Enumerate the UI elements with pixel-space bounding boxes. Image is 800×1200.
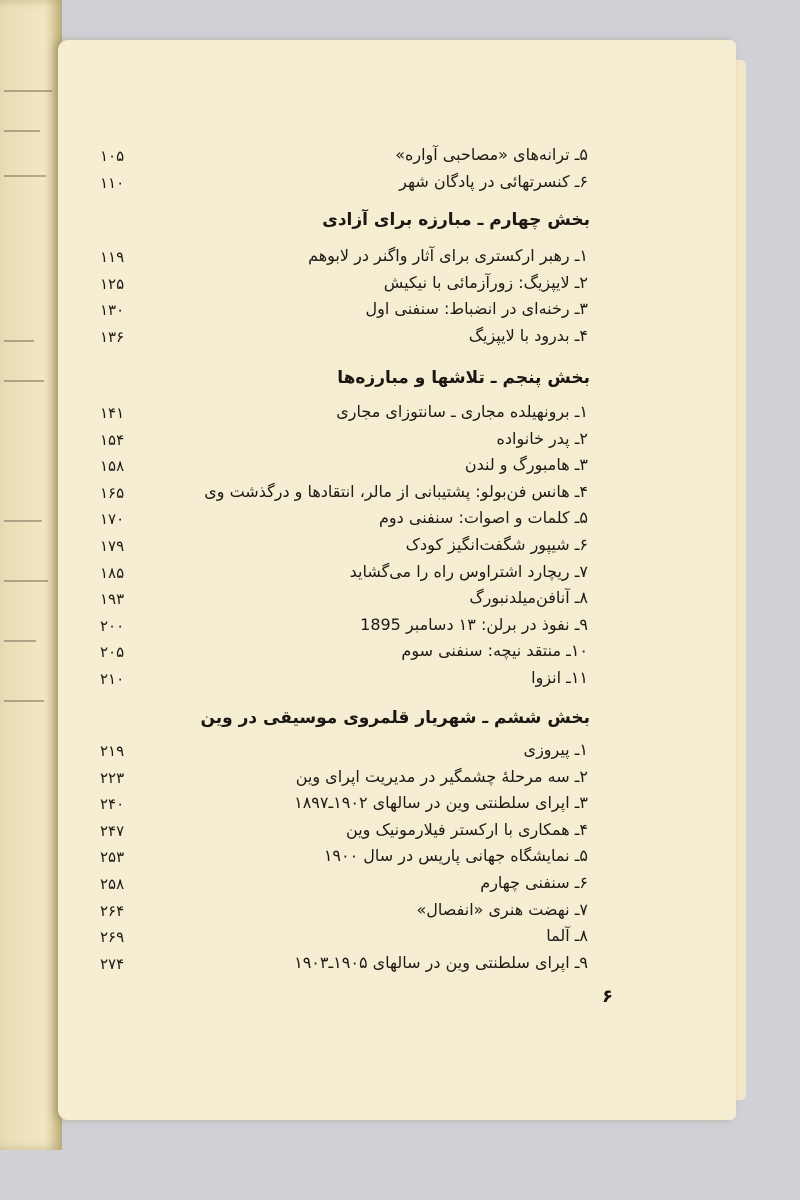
section-title: بخش چهارم ـ مبارزه برای آزادی — [322, 210, 590, 230]
toc-entry-title: ۶ـ سنفنی چهارم — [480, 873, 588, 892]
toc-entry-title: ۵ـ نمایشگاه جهانی پاریس در سال ۱۹۰۰ — [323, 846, 588, 866]
toc-entry-page-number: ۲۴۷ — [100, 821, 125, 840]
toc-entry-page-number: ۲۵۳ — [100, 848, 125, 867]
toc-entry-title: ۶ـ شیپور شگفت‌انگیز کودک — [405, 535, 588, 554]
toc-entry-title: ۲ـ سه مرحلهٔ چشمگیر در مدیریت اپرای وین — [295, 766, 588, 786]
toc-entry-title: ۷ـ نهضت هنری «انفصال» — [416, 899, 588, 919]
toc-entry-title: ۵ـ ترانه‌های «مصاحبی آواره» — [395, 145, 588, 164]
toc-entry-page-number: ۱۹۳ — [100, 590, 125, 609]
toc-entry-page-number: ۱۸۵ — [100, 563, 125, 582]
toc-entry-page-number: ۱۱۹ — [100, 248, 125, 266]
toc-entry-page-number: ۱۱۰ — [100, 173, 125, 192]
toc-entry-title: ۹ـ اپرای سلطنتی وین در سالهای ۱۹۰۵ـ۱۹۰۳ — [294, 952, 588, 972]
toc-entry-title: ۶ـ کنسرتهائی در پادگان شهر — [399, 171, 588, 191]
toc-entry-page-number: ۲۵۸ — [100, 875, 125, 893]
toc-entry-page-number: ۱۵۸ — [100, 457, 125, 476]
toc-entry-page-number: ۱۷۹ — [100, 537, 125, 555]
toc-entry-page-number: ۱۷۰ — [100, 510, 125, 529]
toc-entry-page-number: ۱۵۴ — [100, 430, 125, 449]
toc-entry-page-number: ۲۱۹ — [100, 742, 125, 760]
toc-entry-title: ۵ـ کلمات و اصوات: سنفنی دوم — [379, 508, 588, 528]
toc-entry-page-number: ۲۱۰ — [100, 670, 125, 688]
section-title: بخش ششم ـ شهریار قلمروی موسیقی در وین — [200, 708, 590, 728]
toc-entry-title: ۱ـ پیروزی — [523, 740, 588, 759]
page-number: ۶ — [602, 986, 613, 1007]
toc-entry-page-number: ۲۴۰ — [100, 795, 125, 814]
toc-entry-page-number: ۱۳۶ — [100, 327, 125, 346]
toc-entry-page-number: ۱۶۵ — [100, 483, 125, 502]
toc-entry-title: ۳ـ هامبورگ و لندن — [464, 455, 588, 475]
toc-entry-page-number: ۱۰۵ — [100, 147, 125, 165]
toc-entry-title: ۸ـ آلما — [546, 926, 588, 946]
toc-entry-title: ۱۱ـ انزوا — [531, 668, 588, 687]
toc-entry-title: ۴ـ هانس فن‌بولو: پشتیبانی از مالر، انتقادها و درگذشت وی — [204, 481, 588, 501]
toc-entry-page-number: ۲۶۹ — [100, 928, 125, 947]
toc-entry-title: ۲ـ پدر خانواده — [496, 428, 588, 448]
toc-entry-title: ۸ـ آنافن‌میلدنبورگ — [469, 588, 588, 608]
toc-entry-title: ۱ـ برونهیلده مجاری ـ سانتوزای مجاری — [336, 402, 588, 421]
previous-page-edge — [0, 0, 62, 1150]
toc-entry-page-number: ۱۴۱ — [100, 404, 125, 422]
toc-entry-title: ۴ـ همکاری با ارکستر فیلارمونیک وین — [346, 819, 588, 839]
toc-entry-page-number: ۲۶۴ — [100, 901, 125, 920]
toc-entry-page-number: ۱۳۰ — [100, 301, 125, 320]
toc-entry-title: ۹ـ نفوذ در برلن: ۱۳ دسامبر 1895 — [360, 614, 588, 634]
book-page — [58, 40, 736, 1120]
toc-entry-title: ۷ـ ریچارد اشتراوس راه را می‌گشاید — [349, 561, 588, 581]
toc-entry-page-number: ۲۰۰ — [100, 616, 125, 635]
toc-entry-title: ۱ـ رهبر ارکستری برای آثار واگنر در لابوهم — [308, 246, 588, 265]
toc-entry-title: ۳ـ رخنه‌ای در انضباط: سنفنی اول — [365, 299, 588, 319]
toc-entry-page-number: ۲۷۴ — [100, 954, 125, 973]
toc-entry-page-number: ۲۰۵ — [100, 643, 125, 662]
toc-entry-title: ۳ـ اپرای سلطنتی وین در سالهای ۱۹۰۲ـ۱۸۹۷ — [294, 793, 588, 813]
table-of-contents — [58, 40, 736, 1120]
section-title: بخش پنجم ـ تلاشها و مبارزه‌ها — [337, 368, 590, 388]
toc-entry-title: ۴ـ بدرود با لایپزیگ — [468, 325, 588, 345]
toc-entry-title: ۲ـ لایپزیگ: زورآزمائی با نیکیش — [383, 272, 588, 292]
toc-entry-page-number: ۱۲۵ — [100, 274, 125, 293]
toc-entry-page-number: ۲۲۳ — [100, 768, 125, 787]
toc-entry-title: ۱۰ـ منتقد نیچه: سنفنی سوم — [401, 641, 588, 661]
